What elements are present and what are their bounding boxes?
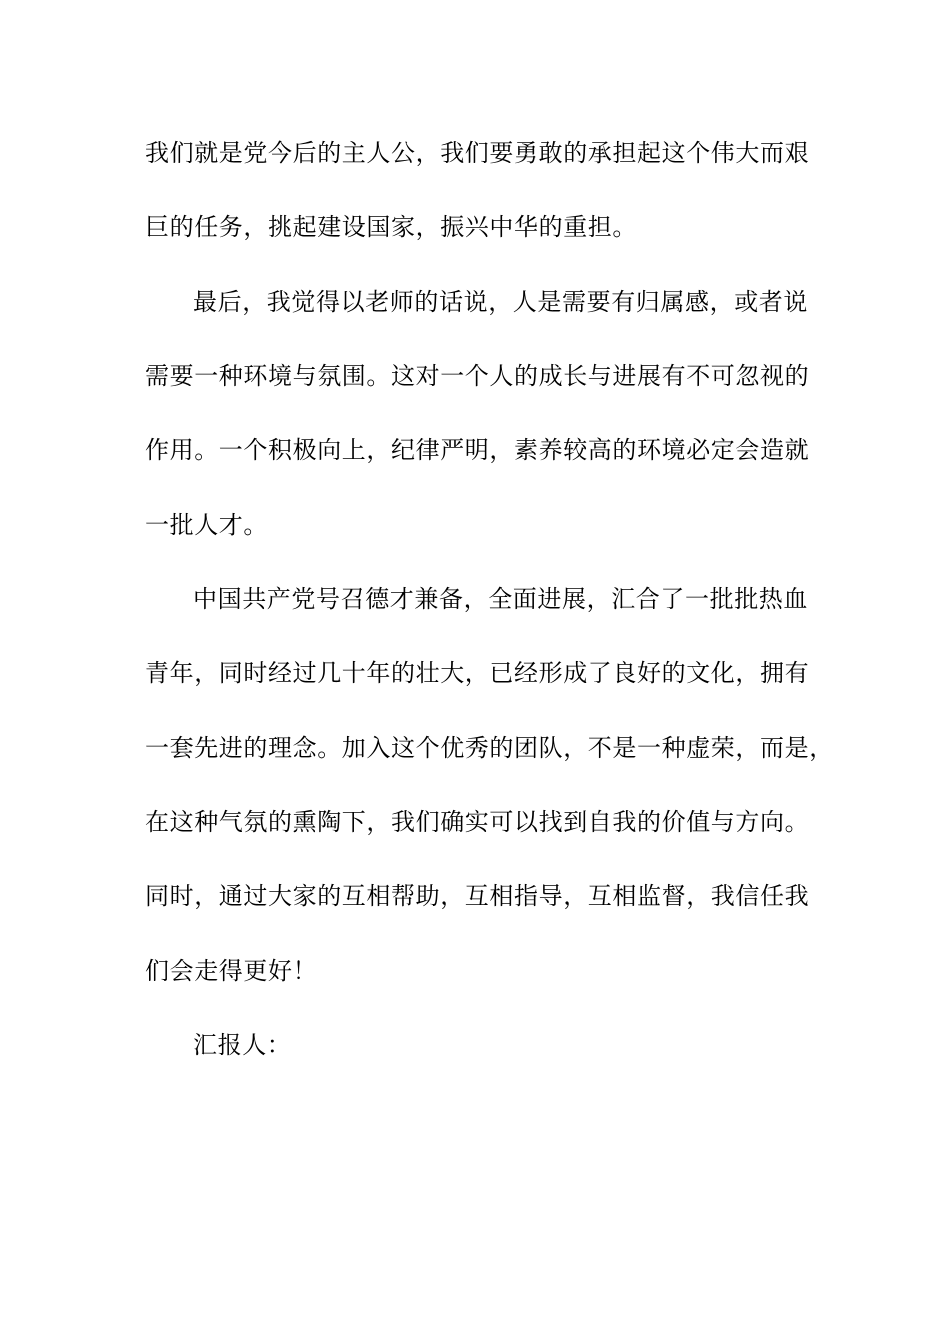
paragraph-start-line: 最后，我觉得以老师的话说，人是需要有归属感，或者说 — [193, 288, 808, 316]
text-line: 青年，同时经过几十年的壮大，已经形成了良好的文化，拥有 — [145, 659, 810, 687]
text-line: 巨的任务，挑起建设国家，振兴中华的重担。 — [145, 213, 637, 241]
text-line: 同时，通过大家的互相帮助，互相指导，互相监督，我信任我 — [145, 882, 810, 910]
text-line: 需要一种环境与氛围。这对一个人的成长与进展有不可忽视的 — [145, 362, 810, 390]
paragraph-start-line: 中国共产党号召德才兼备，全面进展，汇合了一批批热血 — [193, 585, 808, 613]
text-line: 作用。一个积极向上，纪律严明，素养较高的环境必定会造就 — [145, 436, 810, 464]
text-line: 我们就是党今后的主人公，我们要勇敢的承担起这个伟大而艰 — [145, 139, 810, 167]
text-line: 一批人才。 — [145, 511, 268, 539]
reporter-signature-line: 汇报人： — [193, 1031, 292, 1059]
text-line: 一套先进的理念。加入这个优秀的团队，不是一种虚荣，而是， — [145, 734, 834, 762]
text-line: 在这种气氛的熏陶下，我们确实可以找到自我的价值与方向。 — [145, 808, 810, 836]
text-line: 们会走得更好！ — [145, 957, 318, 985]
